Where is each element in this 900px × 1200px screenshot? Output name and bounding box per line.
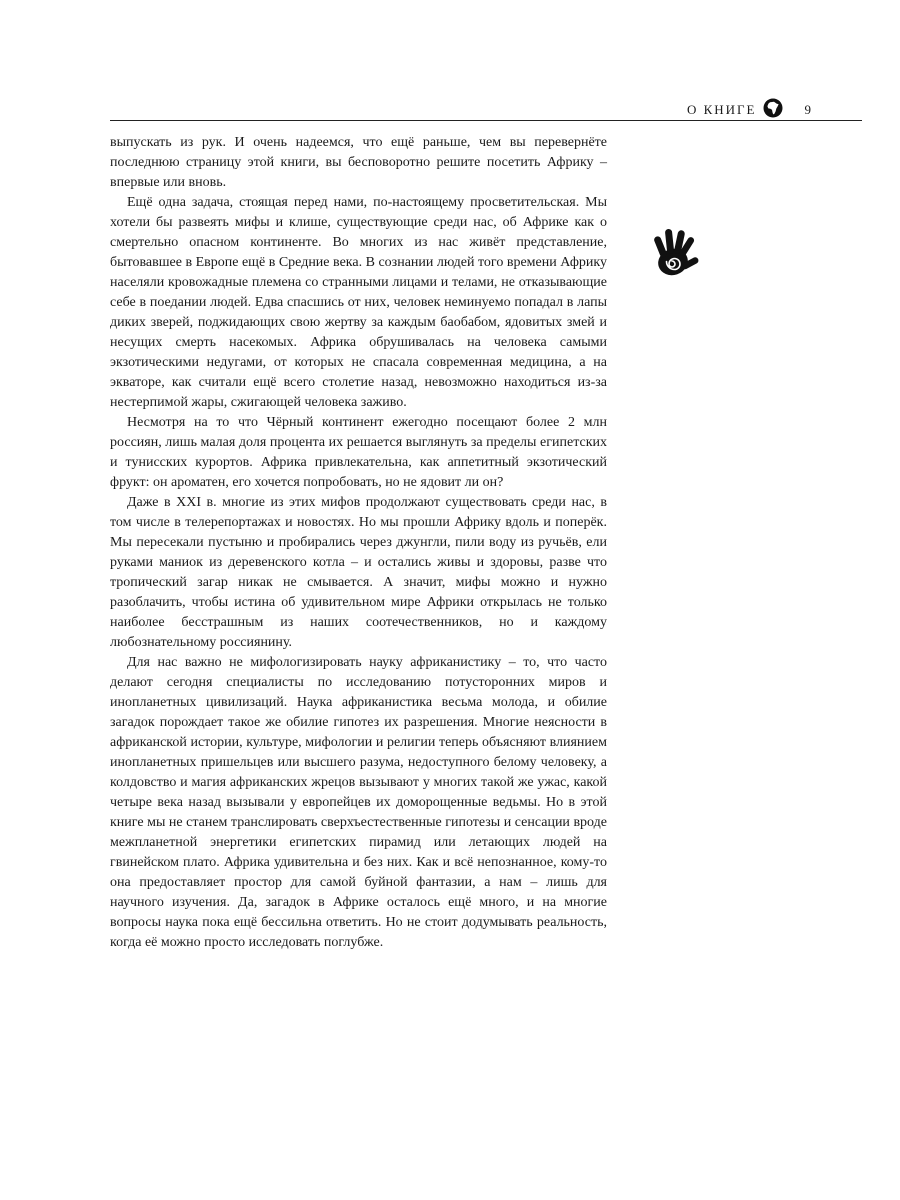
page-number: 9 (804, 102, 811, 117)
header-rule (110, 120, 862, 121)
africa-continent-icon (763, 98, 783, 122)
body-text (110, 133, 607, 953)
spiral-hand-icon (652, 226, 704, 288)
paragraph: Даже в XXI в. многие из этих мифов продолжают существовать среди нас, в том числе в телерепортажах и новостях. Но мы прошли Африку вдоль и поперёк. Мы пересекали пустыню и пробирались через джунгли, пили воду из ручьёв, ели руками маниок из деревенского котла – и остались живы и здоровы, разве что тропический загар никак не смывается. А значит, мифы можно и нужно разоблачить, чтобы истина об удивительном мире Африки открылась не только наиболее бесстрашным из наших соотечественников, но и каждому любознательному россиянину. (110, 495, 607, 650)
section-title: О КНИГЕ (686, 102, 757, 117)
paragraph: Для нас важно не мифологизировать науку африканистику – то, что часто делают сегодня специалисты по исследованию потусторонних миров и инопланетных цивилизаций. Наука африканистика весьма молода, и обилие загадок порождает такое же обилие гипотез их разрешения. Многие неясности в африканской истории, культуре, мифологии и религии теперь объясняют влиянием инопланетных пришельцев или высшего разума, недоступного белому человеку, а колдовство и магия африканских жрецов вызывают у многих такой же ужас, какой четыре века назад вызывали у европейцев их доморощенные ведьмы. Но в этой книге мы не станем транслировать сверхъестественные гипотезы и сенсации вроде межпланетной энергетики египетских пирамид или летающих людей на гвинейском плато. Африка удивительна и без них. Как и всё непознанное, кому-то она предоставляет простор для самой буйной фантазии, а нам – лишь для научного изучения. Да, загадок в Африке осталось ещё много, и на многие вопросы наука пока ещё бессильна ответить. Но не стоит додумывать реальность, когда её можно просто исследовать поглубже. (110, 655, 607, 950)
running-head (687, 100, 811, 120)
paragraph: Несмотря на то что Чёрный континент ежегодно посещают более 2 млн россиян, лишь малая доля процента их решается выглянуть за пределы египетских и тунисских курортов. Африка привлекательна, как аппетитный экзотический фрукт: он ароматен, его хочется попробовать, но не ядовит ли он? (110, 415, 607, 490)
paragraph: Ещё одна задача, стоящая перед нами, по-настоящему просветительская. Мы хотели бы развеять мифы и клише, существующие среди нас, об Африке как о смертельно опасном континенте. Во многих из нас живёт представление, бытовавшее в Европе ещё в Средние века. В сознании людей того времени Африку населяли кровожадные племена со странными лицами и телами, не отказывающие себе в поедании людей. Едва спасшись от них, человек неминуемо попадал в лапы диких зверей, поджидающих свою жертву за каждым баобабом, ядовитых змей и несущих смерть насекомых. Африка обрушивалась на человека самыми экзотическими недугами, от которых не спасала современная медицина, а на экваторе, как считали ещё всего столетие назад, невозможно находиться из-за нестерпимой жары, сжигающей человека заживо. (110, 195, 607, 410)
paragraph: выпускать из рук. И очень надеемся, что ещё раньше, чем вы перевернёте последнюю страницу этой книги, вы бесповоротно решите посетить Африку – впервые или вновь. (110, 135, 607, 190)
